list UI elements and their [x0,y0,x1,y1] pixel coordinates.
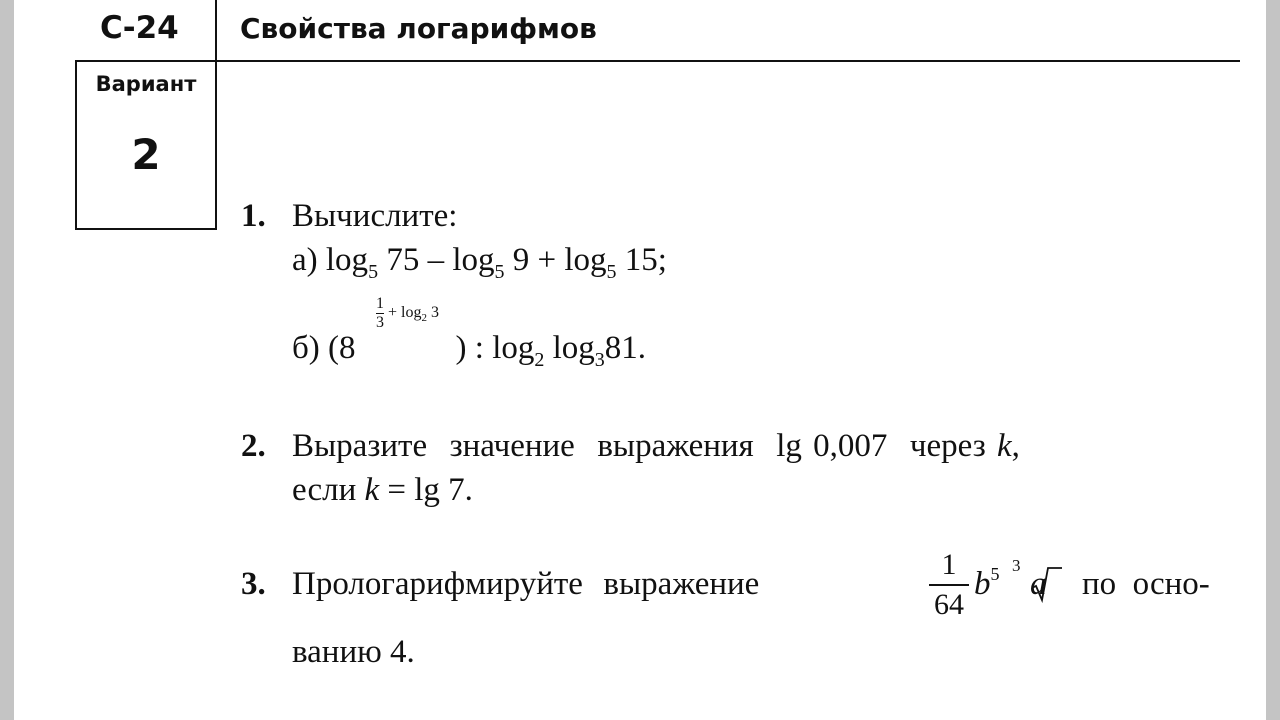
task-1a-log2: log [452,242,495,278]
task-2-text: Выразите значение выражения lg 0,007 через [292,428,986,464]
variant-box [75,60,217,230]
exponent-fraction [376,296,384,331]
task-2-number: 2. [241,428,266,464]
task-1b-base1: 2 [534,349,545,371]
task-1a-n1: 75 – [386,242,445,278]
task-2-comma: , [1011,428,1020,464]
task-1a-base2: 5 [494,261,505,283]
task-1b-open: (8 [328,330,356,366]
worksheet-page [14,0,1266,720]
header-divider-vertical [215,0,217,60]
task-2-var: k [997,428,1012,464]
radicand: a [1030,566,1047,602]
exponent-log-arg: 3 [430,304,439,322]
task-2-var-2: k [364,472,380,508]
variant-label: Вариант [95,72,197,96]
task-3-after: по осно- [1082,566,1210,602]
task-1b-log1: log [492,330,535,366]
task-1a-log1: log [325,242,369,278]
worksheet-title: Свойства логарифмов [240,12,597,45]
task-2-line1 [292,428,1020,465]
task-1a-label: а) [292,242,318,278]
task-1b-label: б) [292,330,320,366]
root-index: 3 [1012,556,1021,575]
exponent-log: + log [388,304,422,322]
fraction-bar [929,584,969,586]
task-1-title: Вычислите: [292,198,458,234]
task-1a-n2: 9 + [512,242,557,278]
task-3-number: 3. [241,566,266,602]
exponent-denominator: 3 [376,314,384,331]
task-1a [292,242,667,283]
task-1b-base2: 3 [594,349,605,371]
header-rule [76,60,1240,62]
variant-number: 2 [131,130,161,179]
task-3-text: Прологарифмируйте выражение [292,566,760,602]
b-exponent: 5 [990,564,1000,584]
task-1a-base3: 5 [606,261,617,283]
task-3-line2: ванию 4. [292,634,415,670]
task-1b [292,330,647,371]
task-1b-tail: 81. [604,330,647,366]
b-variable: b [974,566,991,602]
task-2-equation: = lg 7. [387,472,473,508]
exponent-log-base: 2 [421,312,427,325]
task-1b-exponent [376,296,439,331]
task-3-b [974,566,1000,603]
exponent-numerator: 1 [376,295,384,312]
fraction-denominator: 64 [934,588,964,621]
task-2-line2 [292,472,473,509]
task-1a-n3: 15; [624,242,667,278]
worksheet-code: С-24 [100,10,179,46]
fraction-numerator: 1 [941,548,957,581]
task-1a-base1: 5 [368,261,379,283]
task-3-fraction [927,550,971,620]
task-2-if: если [292,472,357,508]
task-1b-close: ) : [455,330,484,366]
task-1a-log3: log [564,242,607,278]
task-1b-log2: log [552,330,595,366]
task-1-number: 1. [241,198,266,234]
